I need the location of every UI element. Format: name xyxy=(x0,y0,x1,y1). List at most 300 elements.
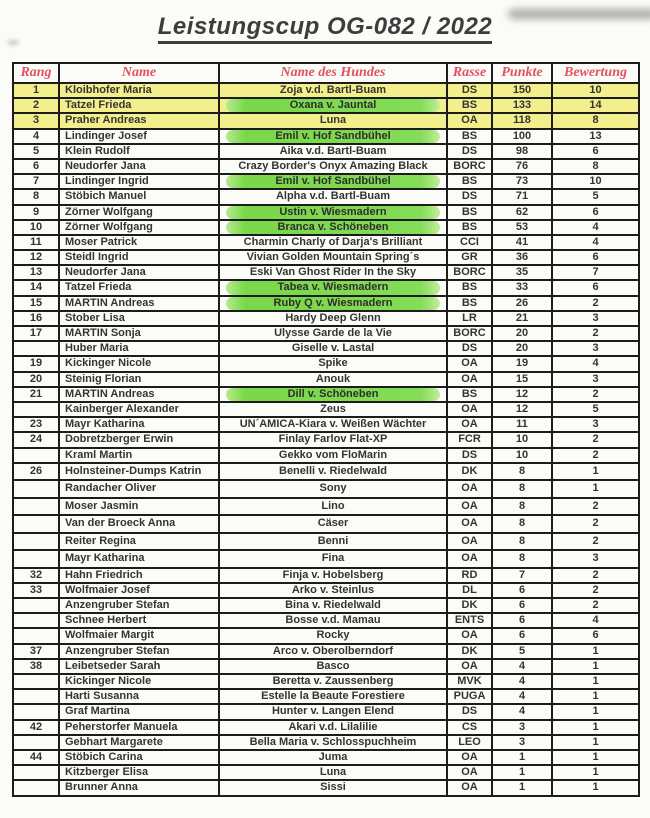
breed-cell: DS xyxy=(447,83,492,98)
rating-cell: 1 xyxy=(552,704,639,719)
breed-cell: BS xyxy=(447,98,492,113)
rank-cell: 15 xyxy=(13,296,59,311)
points-cell: 71 xyxy=(492,189,552,204)
rank-cell xyxy=(13,689,59,704)
rank-cell: 17 xyxy=(13,326,59,341)
rank-cell: 42 xyxy=(13,720,59,735)
handler-name-cell: Harti Susanna xyxy=(59,689,219,704)
rank-cell xyxy=(13,735,59,750)
highlighted-dog-name: Ruby Q v. Wiesmadern xyxy=(226,297,440,310)
points-cell: 33 xyxy=(492,280,552,295)
breed-cell: MVK xyxy=(447,674,492,689)
rating-cell: 7 xyxy=(552,265,639,280)
breed-cell: OA xyxy=(447,498,492,516)
rating-cell: 5 xyxy=(552,402,639,417)
table-row xyxy=(13,113,639,128)
handler-name-cell: Anzengruber Stefan xyxy=(59,598,219,613)
breed-cell: LR xyxy=(447,311,492,326)
points-cell: 21 xyxy=(492,311,552,326)
rating-cell: 14 xyxy=(552,98,639,113)
highlighted-dog-name: Tabea v. Wiesmadern xyxy=(226,281,440,294)
rank-cell: 33 xyxy=(13,583,59,598)
points-cell: 10 xyxy=(492,432,552,447)
rating-cell: 2 xyxy=(552,387,639,402)
scan-artifact-top-right xyxy=(508,9,650,19)
rating-cell: 2 xyxy=(552,533,639,551)
points-cell: 100 xyxy=(492,129,552,144)
dog-name-cell: Aika v.d. Bartl-Buam xyxy=(219,144,447,159)
handler-name-cell: Kraml Martin xyxy=(59,448,219,463)
breed-cell: OA xyxy=(447,515,492,533)
points-cell: 26 xyxy=(492,296,552,311)
highlighted-dog-name: Dill v. Schöneben xyxy=(226,388,440,401)
table-row xyxy=(13,689,639,704)
breed-cell: BORC xyxy=(447,159,492,174)
table-row xyxy=(13,280,639,295)
table-row xyxy=(13,659,639,674)
rank-cell: 37 xyxy=(13,644,59,659)
breed-cell: OA xyxy=(447,550,492,568)
table-row xyxy=(13,387,639,402)
points-cell: 10 xyxy=(492,448,552,463)
handler-name-cell: Holnsteiner-Dumps Katrin xyxy=(59,463,219,481)
rating-cell: 2 xyxy=(552,583,639,598)
dog-name-cell: Ulysse Garde de la Vie xyxy=(219,326,447,341)
handler-name-cell: Neudorfer Jana xyxy=(59,265,219,280)
handler-name-cell: MARTIN Sonja xyxy=(59,326,219,341)
rating-cell: 4 xyxy=(552,613,639,628)
rating-cell: 6 xyxy=(552,280,639,295)
results-table xyxy=(12,62,640,797)
table-row xyxy=(13,220,639,235)
dog-name-cell: Bosse v.d. Mamau xyxy=(219,613,447,628)
breed-cell: BS xyxy=(447,296,492,311)
points-cell: 6 xyxy=(492,613,552,628)
points-cell: 20 xyxy=(492,341,552,356)
dog-name-cell: Charmin Charly of Darja's Brilliant xyxy=(219,235,447,250)
breed-cell: DK xyxy=(447,598,492,613)
handler-name-cell: Steinig Florian xyxy=(59,372,219,387)
handler-name-cell: Gebhart Margarete xyxy=(59,735,219,750)
table-row xyxy=(13,311,639,326)
rank-cell: 6 xyxy=(13,159,59,174)
breed-cell: DS xyxy=(447,704,492,719)
rank-cell xyxy=(13,533,59,551)
points-cell: 4 xyxy=(492,659,552,674)
points-cell: 11 xyxy=(492,417,552,432)
rating-cell: 1 xyxy=(552,480,639,498)
handler-name-cell: Lindinger Ingrid xyxy=(59,174,219,189)
dog-name-cell: Zeus xyxy=(219,402,447,417)
rating-cell: 1 xyxy=(552,689,639,704)
rating-cell: 1 xyxy=(552,463,639,481)
table-row xyxy=(13,432,639,447)
handler-name-cell: Neudorfer Jana xyxy=(59,159,219,174)
handler-name-cell: Moser Patrick xyxy=(59,235,219,250)
rating-cell: 2 xyxy=(552,515,639,533)
dog-name-cell xyxy=(219,280,447,295)
handler-name-cell: Van der Broeck Anna xyxy=(59,515,219,533)
rating-cell: 2 xyxy=(552,326,639,341)
breed-cell: DL xyxy=(447,583,492,598)
handler-name-cell: Kickinger Nicole xyxy=(59,674,219,689)
rating-cell: 3 xyxy=(552,550,639,568)
points-cell: 7 xyxy=(492,568,552,583)
dog-name-cell: Vivian Golden Mountain Spring´s xyxy=(219,250,447,265)
points-cell: 98 xyxy=(492,144,552,159)
points-cell: 15 xyxy=(492,372,552,387)
table-row xyxy=(13,644,639,659)
rating-cell: 6 xyxy=(552,628,639,643)
highlighted-dog-name: Emil v. Hof Sandbühel xyxy=(226,175,440,188)
rank-cell xyxy=(13,550,59,568)
rank-cell: 10 xyxy=(13,220,59,235)
handler-name-cell: MARTIN Andreas xyxy=(59,387,219,402)
table-row xyxy=(13,765,639,780)
rating-cell: 10 xyxy=(552,174,639,189)
handler-name-cell: Mayr Katharina xyxy=(59,417,219,432)
highlighted-dog-name: Branca v. Schöneben xyxy=(226,221,440,234)
rank-cell: 13 xyxy=(13,265,59,280)
points-cell: 118 xyxy=(492,113,552,128)
rank-cell: 20 xyxy=(13,372,59,387)
table-row xyxy=(13,780,639,795)
rank-cell: 2 xyxy=(13,98,59,113)
rating-cell: 4 xyxy=(552,235,639,250)
breed-cell: FCR xyxy=(447,432,492,447)
breed-cell: RD xyxy=(447,568,492,583)
handler-name-cell: Stober Lisa xyxy=(59,311,219,326)
breed-cell: OA xyxy=(447,628,492,643)
handler-name-cell: Graf Martina xyxy=(59,704,219,719)
rank-cell xyxy=(13,480,59,498)
dog-name-cell: UN´AMICA-Kiara v. Weißen Wächter xyxy=(219,417,447,432)
handler-name-cell: Praher Andreas xyxy=(59,113,219,128)
dog-name-cell xyxy=(219,387,447,402)
breed-cell: BORC xyxy=(447,326,492,341)
header-rasse: Rasse xyxy=(447,63,492,83)
dog-name-cell: Finlay Farlov Flat-XP xyxy=(219,432,447,447)
points-cell: 4 xyxy=(492,704,552,719)
rank-cell xyxy=(13,515,59,533)
handler-name-cell: Huber Maria xyxy=(59,341,219,356)
rating-cell: 1 xyxy=(552,720,639,735)
breed-cell: BS xyxy=(447,205,492,220)
points-cell: 12 xyxy=(492,402,552,417)
handler-name-cell: Schnee Herbert xyxy=(59,613,219,628)
dog-name-cell: Lino xyxy=(219,498,447,516)
dog-name-cell: Fina xyxy=(219,550,447,568)
highlighted-dog-name: Ustin v. Wiesmadern xyxy=(226,206,440,219)
rating-cell: 1 xyxy=(552,780,639,795)
points-cell: 35 xyxy=(492,265,552,280)
rating-cell: 1 xyxy=(552,735,639,750)
breed-cell: BS xyxy=(447,280,492,295)
handler-name-cell: Lindinger Josef xyxy=(59,129,219,144)
rank-cell: 26 xyxy=(13,463,59,481)
table-row xyxy=(13,265,639,280)
dog-name-cell: Cäser xyxy=(219,515,447,533)
header-name: Name xyxy=(59,63,219,83)
handler-name-cell: Hahn Friedrich xyxy=(59,568,219,583)
handler-name-cell: Moser Jasmin xyxy=(59,498,219,516)
points-cell: 8 xyxy=(492,515,552,533)
handler-name-cell: Anzengruber Stefan xyxy=(59,644,219,659)
breed-cell: BORC xyxy=(447,265,492,280)
breed-cell: GR xyxy=(447,250,492,265)
dog-name-cell: Sissi xyxy=(219,780,447,795)
rating-cell: 6 xyxy=(552,144,639,159)
table-row xyxy=(13,159,639,174)
dog-name-cell: Basco xyxy=(219,659,447,674)
table-row xyxy=(13,250,639,265)
rating-cell: 1 xyxy=(552,750,639,765)
points-cell: 8 xyxy=(492,550,552,568)
rating-cell: 1 xyxy=(552,644,639,659)
points-cell: 12 xyxy=(492,387,552,402)
points-cell: 8 xyxy=(492,498,552,516)
dog-name-cell: Luna xyxy=(219,765,447,780)
points-cell: 62 xyxy=(492,205,552,220)
rank-cell: 16 xyxy=(13,311,59,326)
handler-name-cell: Kainberger Alexander xyxy=(59,402,219,417)
table-row xyxy=(13,583,639,598)
table-row xyxy=(13,235,639,250)
table-row xyxy=(13,144,639,159)
table-row xyxy=(13,417,639,432)
rank-cell xyxy=(13,598,59,613)
rating-cell: 13 xyxy=(552,129,639,144)
breed-cell: OA xyxy=(447,113,492,128)
handler-name-cell: Peherstorfer Manuela xyxy=(59,720,219,735)
dog-name-cell xyxy=(219,296,447,311)
rank-cell: 9 xyxy=(13,205,59,220)
header-punkte: Punkte xyxy=(492,63,552,83)
table-row xyxy=(13,83,639,98)
header-bewertung: Bewertung xyxy=(552,63,639,83)
handler-name-cell: Tatzel Frieda xyxy=(59,98,219,113)
dog-name-cell: Finja v. Hobelsberg xyxy=(219,568,447,583)
points-cell: 53 xyxy=(492,220,552,235)
handler-name-cell: Stöbich Manuel xyxy=(59,189,219,204)
breed-cell: OA xyxy=(447,372,492,387)
table-row xyxy=(13,720,639,735)
table-row xyxy=(13,498,639,516)
dog-name-cell: Giselle v. Lastal xyxy=(219,341,447,356)
table-row xyxy=(13,463,639,481)
highlighted-dog-name: Oxana v. Jauntal xyxy=(226,99,440,112)
breed-cell: BS xyxy=(447,174,492,189)
dog-name-cell: Arko v. Steinlus xyxy=(219,583,447,598)
dog-name-cell xyxy=(219,205,447,220)
handler-name-cell: Kloibhofer Maria xyxy=(59,83,219,98)
scan-artifact-top-left xyxy=(8,40,18,45)
rank-cell: 7 xyxy=(13,174,59,189)
rank-cell: 12 xyxy=(13,250,59,265)
rank-cell: 11 xyxy=(13,235,59,250)
rating-cell: 2 xyxy=(552,432,639,447)
table-row xyxy=(13,704,639,719)
dog-name-cell: Estelle la Beaute Forestiere xyxy=(219,689,447,704)
rank-cell xyxy=(13,402,59,417)
points-cell: 76 xyxy=(492,159,552,174)
header-name-des-hundes: Name des Hundes xyxy=(219,63,447,83)
table-row xyxy=(13,750,639,765)
dog-name-cell: Zoja v.d. Bartl-Buam xyxy=(219,83,447,98)
points-cell: 1 xyxy=(492,750,552,765)
dog-name-cell: Rocky xyxy=(219,628,447,643)
breed-cell: LEO xyxy=(447,735,492,750)
rank-cell xyxy=(13,628,59,643)
rank-cell xyxy=(13,765,59,780)
table-row xyxy=(13,735,639,750)
breed-cell: BS xyxy=(447,387,492,402)
points-cell: 4 xyxy=(492,674,552,689)
points-cell: 36 xyxy=(492,250,552,265)
points-cell: 19 xyxy=(492,356,552,371)
rank-cell: 32 xyxy=(13,568,59,583)
rank-cell: 3 xyxy=(13,113,59,128)
table-row xyxy=(13,674,639,689)
header-rang: Rang xyxy=(13,63,59,83)
points-cell: 1 xyxy=(492,780,552,795)
rank-cell: 38 xyxy=(13,659,59,674)
dog-name-cell: Luna xyxy=(219,113,447,128)
points-cell: 8 xyxy=(492,533,552,551)
rank-cell: 4 xyxy=(13,129,59,144)
handler-name-cell: Stöbich Carina xyxy=(59,750,219,765)
points-cell: 8 xyxy=(492,480,552,498)
rating-cell: 3 xyxy=(552,372,639,387)
dog-name-cell: Benelli v. Riedelwald xyxy=(219,463,447,481)
rating-cell: 2 xyxy=(552,498,639,516)
rank-cell: 1 xyxy=(13,83,59,98)
dog-name-cell: Crazy Border's Onyx Amazing Black xyxy=(219,159,447,174)
handler-name-cell: Mayr Katharina xyxy=(59,550,219,568)
handler-name-cell: Wolfmaier Margit xyxy=(59,628,219,643)
dog-name-cell: Hunter v. Langen Elend xyxy=(219,704,447,719)
table-row xyxy=(13,480,639,498)
dog-name-cell: Benni xyxy=(219,533,447,551)
table-row xyxy=(13,533,639,551)
handler-name-cell: Kitzberger Elisa xyxy=(59,765,219,780)
table-row xyxy=(13,448,639,463)
rank-cell: 23 xyxy=(13,417,59,432)
rating-cell: 1 xyxy=(552,659,639,674)
rank-cell: 21 xyxy=(13,387,59,402)
breed-cell: CS xyxy=(447,720,492,735)
table-row xyxy=(13,598,639,613)
rating-cell: 4 xyxy=(552,356,639,371)
table-row xyxy=(13,189,639,204)
points-cell: 41 xyxy=(492,235,552,250)
points-cell: 73 xyxy=(492,174,552,189)
dog-name-cell: Anouk xyxy=(219,372,447,387)
dog-name-cell: Eski Van Ghost Rider In the Sky xyxy=(219,265,447,280)
rating-cell: 10 xyxy=(552,83,639,98)
rank-cell: 19 xyxy=(13,356,59,371)
table-row xyxy=(13,129,639,144)
handler-name-cell: Zörner Wolfgang xyxy=(59,220,219,235)
table-row xyxy=(13,205,639,220)
rank-cell xyxy=(13,341,59,356)
points-cell: 5 xyxy=(492,644,552,659)
dog-name-cell: Alpha v.d. Bartl-Buam xyxy=(219,189,447,204)
dog-name-cell: Hardy Deep Glenn xyxy=(219,311,447,326)
rating-cell: 3 xyxy=(552,311,639,326)
rating-cell: 2 xyxy=(552,296,639,311)
points-cell: 133 xyxy=(492,98,552,113)
breed-cell: PUGA xyxy=(447,689,492,704)
handler-name-cell: Brunner Anna xyxy=(59,780,219,795)
dog-name-cell: Beretta v. Zaussenberg xyxy=(219,674,447,689)
table-row xyxy=(13,341,639,356)
rating-cell: 1 xyxy=(552,765,639,780)
rating-cell: 6 xyxy=(552,205,639,220)
rating-cell: 5 xyxy=(552,189,639,204)
points-cell: 1 xyxy=(492,765,552,780)
dog-name-cell xyxy=(219,98,447,113)
handler-name-cell: Klein Rudolf xyxy=(59,144,219,159)
table-row xyxy=(13,613,639,628)
rank-cell: 14 xyxy=(13,280,59,295)
rank-cell xyxy=(13,674,59,689)
dog-name-cell: Juma xyxy=(219,750,447,765)
rating-cell: 1 xyxy=(552,674,639,689)
breed-cell: DS xyxy=(447,189,492,204)
table-header-row xyxy=(13,63,639,83)
rating-cell: 2 xyxy=(552,448,639,463)
points-cell: 150 xyxy=(492,83,552,98)
dog-name-cell xyxy=(219,174,447,189)
points-cell: 6 xyxy=(492,598,552,613)
table-row xyxy=(13,515,639,533)
rating-cell: 2 xyxy=(552,598,639,613)
rating-cell: 2 xyxy=(552,568,639,583)
dog-name-cell: Sony xyxy=(219,480,447,498)
handler-name-cell: Reiter Regina xyxy=(59,533,219,551)
breed-cell: OA xyxy=(447,356,492,371)
breed-cell: DK xyxy=(447,463,492,481)
breed-cell: OA xyxy=(447,402,492,417)
points-cell: 3 xyxy=(492,735,552,750)
breed-cell: BS xyxy=(447,220,492,235)
table-row xyxy=(13,402,639,417)
table-row xyxy=(13,174,639,189)
breed-cell: OA xyxy=(447,659,492,674)
handler-name-cell: Leibetseder Sarah xyxy=(59,659,219,674)
breed-cell: OA xyxy=(447,417,492,432)
rating-cell: 3 xyxy=(552,417,639,432)
highlighted-dog-name: Emil v. Hof Sandbühel xyxy=(226,130,440,143)
handler-name-cell: Steidl Ingrid xyxy=(59,250,219,265)
rating-cell: 6 xyxy=(552,250,639,265)
results-tbody xyxy=(13,83,639,796)
dog-name-cell: Akari v.d. Lilalilie xyxy=(219,720,447,735)
points-cell: 20 xyxy=(492,326,552,341)
rank-cell xyxy=(13,704,59,719)
points-cell: 6 xyxy=(492,628,552,643)
rank-cell xyxy=(13,498,59,516)
breed-cell: DS xyxy=(447,144,492,159)
handler-name-cell: MARTIN Andreas xyxy=(59,296,219,311)
breed-cell: ENTS xyxy=(447,613,492,628)
breed-cell: BS xyxy=(447,129,492,144)
rank-cell xyxy=(13,780,59,795)
breed-cell: OA xyxy=(447,780,492,795)
points-cell: 6 xyxy=(492,583,552,598)
breed-cell: OA xyxy=(447,480,492,498)
